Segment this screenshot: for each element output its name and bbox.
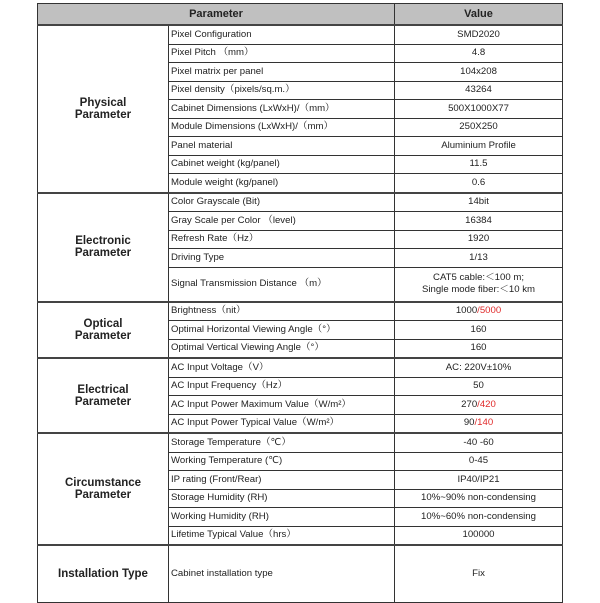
table-row: [38, 545, 563, 603]
value-main: 90: [463, 417, 475, 429]
param-cell: Signal Transmission Distance （m）: [169, 267, 395, 302]
param-cell: AC Input Frequency（Hz）: [169, 377, 395, 396]
value-cell: [395, 267, 563, 302]
param-cell: Lifetime Typical Value（hrs）: [169, 526, 395, 545]
value-cell: 100000: [395, 526, 563, 545]
value-cell: [395, 302, 563, 321]
value-cell: 250X250: [395, 118, 563, 137]
section-label: Parameter: [74, 329, 132, 342]
section-circumstance: [38, 433, 169, 545]
value-cell: 14bit: [395, 193, 563, 212]
value-cell: 10%~90% non-condensing: [395, 489, 563, 508]
param-cell: Pixel Configuration: [169, 25, 395, 44]
param-cell: Working Temperature (℃): [169, 452, 395, 471]
table-row: [38, 25, 563, 44]
param-cell: Storage Humidity (RH): [169, 489, 395, 508]
table-row: [38, 193, 563, 212]
param-cell: Brightness（nit）: [169, 302, 395, 321]
section-electronic: [38, 193, 169, 302]
value-main: 1000: [455, 305, 478, 317]
value-cell: IP40/IP21: [395, 471, 563, 490]
value-cell: 160: [395, 339, 563, 358]
param-cell: IP rating (Front/Rear): [169, 471, 395, 490]
section-electrical: [38, 358, 169, 433]
value-cell: 0-45: [395, 452, 563, 471]
param-cell: AC Input Power Typical Value（W/m²）: [169, 414, 395, 433]
value-cell: 0.6: [395, 174, 563, 193]
value-cell: 50: [395, 377, 563, 396]
section-optical: [38, 302, 169, 359]
value-cell: 11.5: [395, 155, 563, 174]
param-cell: Module weight (kg/panel): [169, 174, 395, 193]
param-cell: Pixel density（pixels/sq.m.）: [169, 81, 395, 100]
section-label: Parameter: [74, 489, 132, 501]
value-alt-red: /5000: [477, 305, 502, 317]
value-cell: 4.8: [395, 44, 563, 63]
param-cell: Gray Scale per Color （level): [169, 212, 395, 231]
header-value: Value: [395, 4, 563, 26]
param-cell: Pixel Pitch （mm）: [169, 44, 395, 63]
section-label: Parameter: [74, 108, 132, 121]
value-cell: 160: [395, 321, 563, 340]
param-cell: Cabinet installation type: [169, 545, 395, 603]
value-main: 270: [461, 398, 478, 410]
param-cell: Driving Type: [169, 249, 395, 268]
value-cell: 43264: [395, 81, 563, 100]
section-label: Physical: [79, 96, 127, 109]
value-cell: [395, 414, 563, 433]
param-cell: Optimal Vertical Viewing Angle（°）: [169, 339, 395, 358]
section-label: Optical: [83, 317, 123, 330]
value-cell: AC: 220V±10%: [395, 358, 563, 377]
value-cell: SMD2020: [395, 25, 563, 44]
param-cell: Optimal Horizontal Viewing Angle（°）: [169, 321, 395, 340]
param-cell: Cabinet Dimensions (LxWxH)/（mm）: [169, 100, 395, 119]
value-cell: 500X1000X77: [395, 100, 563, 119]
param-cell: Working Humidity (RH): [169, 508, 395, 527]
table-row: [38, 433, 563, 452]
value-cell: 1/13: [395, 249, 563, 268]
value-alt-red: /420: [477, 398, 496, 410]
section-installation: Installation Type: [38, 545, 169, 603]
spec-table: [37, 3, 563, 603]
param-cell: Refresh Rate（Hz）: [169, 230, 395, 249]
section-physical: [38, 25, 169, 193]
param-cell: Pixel matrix per panel: [169, 63, 395, 82]
value-alt-red: /140: [474, 417, 494, 429]
value-cell: [395, 396, 563, 415]
section-label: Circumstance: [64, 477, 142, 489]
param-cell: Module Dimensions (LxWxH)/（mm）: [169, 118, 395, 137]
value-line: Single mode fiber:＜10 km: [421, 284, 536, 295]
param-cell: AC Input Power Maximum Value（W/m²）: [169, 396, 395, 415]
table-row: [38, 302, 563, 321]
param-cell: Cabinet weight (kg/panel): [169, 155, 395, 174]
value-cell: 16384: [395, 212, 563, 231]
value-cell: 104x208: [395, 63, 563, 82]
value-cell: Aluminium Profile: [395, 137, 563, 156]
value-cell: 10%~60% non-condensing: [395, 508, 563, 527]
value-cell: -40 -60: [395, 433, 563, 452]
section-label: Parameter: [74, 395, 132, 408]
section-label: Parameter: [74, 247, 132, 259]
value-cell: Fix: [395, 545, 563, 603]
table-row: [38, 358, 563, 377]
param-cell: Color Grayscale (Bit): [169, 193, 395, 212]
param-cell: Storage Temperature（℃）: [169, 433, 395, 452]
param-cell: AC Input Voltage（V）: [169, 358, 395, 377]
table-header-row: [38, 4, 563, 26]
header-parameter: Parameter: [38, 4, 395, 26]
value-line: CAT5 cable:＜100 m;: [433, 272, 525, 283]
section-label: Electrical: [77, 383, 129, 396]
value-cell: 1920: [395, 230, 563, 249]
section-label: Electronic: [75, 235, 131, 247]
param-cell: Panel material: [169, 137, 395, 156]
